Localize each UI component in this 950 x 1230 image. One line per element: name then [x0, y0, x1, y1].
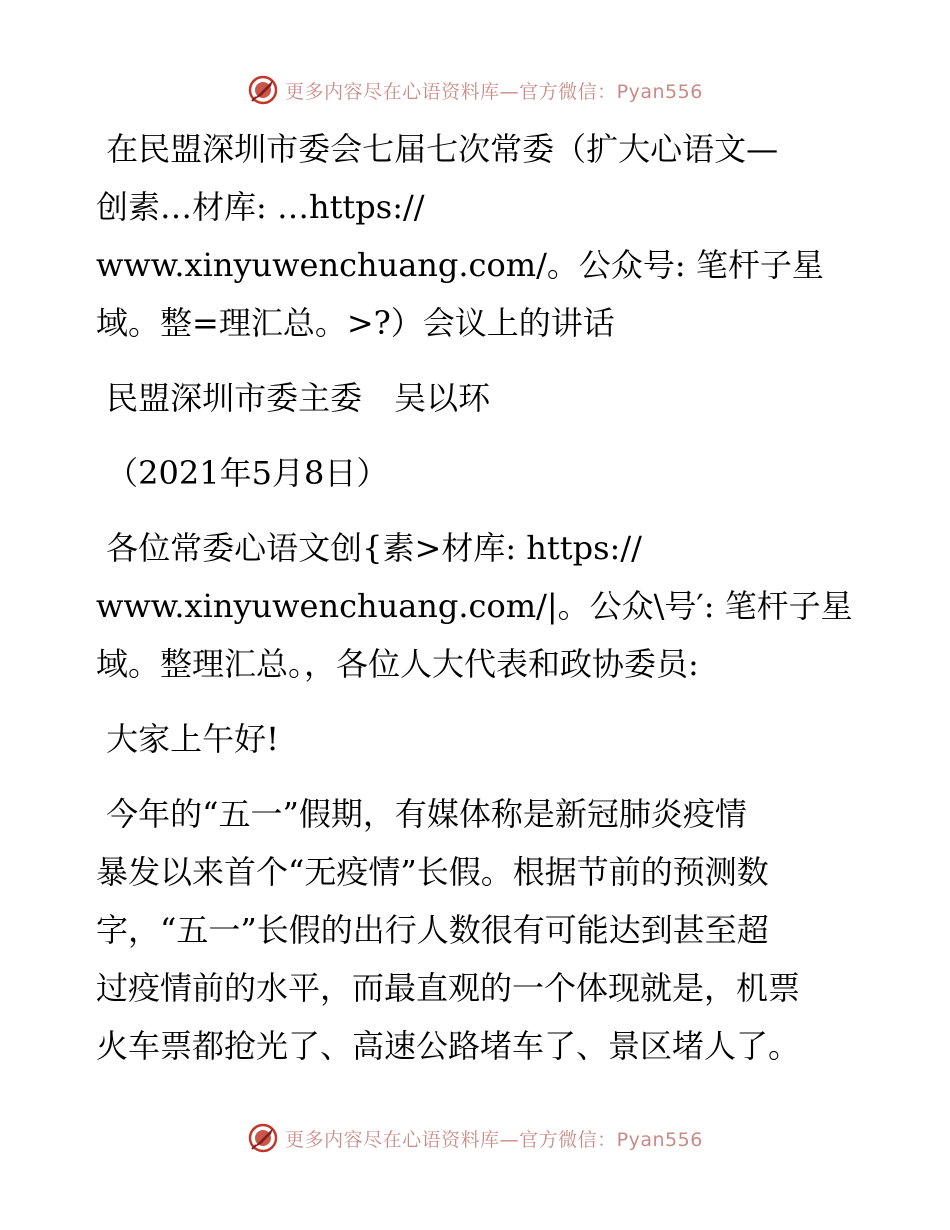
- text-line: 过疫情前的水平，而最直观的一个体现就是，机票: [96, 969, 801, 1007]
- watermark-text: 更多内容尽在心语资料库—官方微信：Pyan556: [285, 1128, 703, 1151]
- paragraph: [96, 785, 876, 1075]
- text-line: www.xinyuwenchuang.com/|。公众\号′: 笔杆子星: [96, 587, 853, 625]
- text-line: 域。整=理汇总。>?）会议上的讲话: [96, 304, 615, 342]
- text-line: 在民盟深圳市委会七届七次常委（扩大心语文—: [96, 130, 779, 168]
- text-line: 火车票都抢光了、高速公路堵车了、景区堵人了。: [96, 1027, 801, 1065]
- footer-watermark: [0, 1118, 950, 1158]
- text-line: （2021年5月8日）: [96, 454, 389, 492]
- paragraph: [96, 710, 876, 768]
- text-line: 创素…材库: …https://: [96, 188, 425, 226]
- paragraph: [96, 369, 876, 427]
- text-line: 民盟深圳市委主委 吴以环: [96, 379, 491, 417]
- document-body: [96, 120, 876, 1092]
- paragraph: [96, 120, 876, 352]
- text-line: 暴发以来首个“无疫情”长假。根据节前的预测数: [96, 853, 769, 891]
- paragraph: [96, 519, 876, 693]
- text-line: 字，“五一”长假的出行人数很有可能达到甚至超: [96, 911, 769, 949]
- text-line: 各位常委心语文创{素>材库: https://: [96, 529, 642, 567]
- text-line: 大家上午好!: [96, 720, 280, 758]
- text-line: 域。整理汇总。，各位人大代表和政协委员:: [96, 645, 699, 683]
- header-watermark: [0, 70, 950, 110]
- quill-pen-logo-icon: [247, 1122, 279, 1154]
- text-line: www.xinyuwenchuang.com/。公众号: 笔杆子星: [96, 246, 824, 284]
- text-line: 今年的“五一”假期，有媒体称是新冠肺炎疫情: [96, 795, 747, 833]
- watermark-text: 更多内容尽在心语资料库—官方微信：Pyan556: [285, 80, 703, 103]
- paragraph: [96, 444, 876, 502]
- quill-pen-logo-icon: [247, 74, 279, 106]
